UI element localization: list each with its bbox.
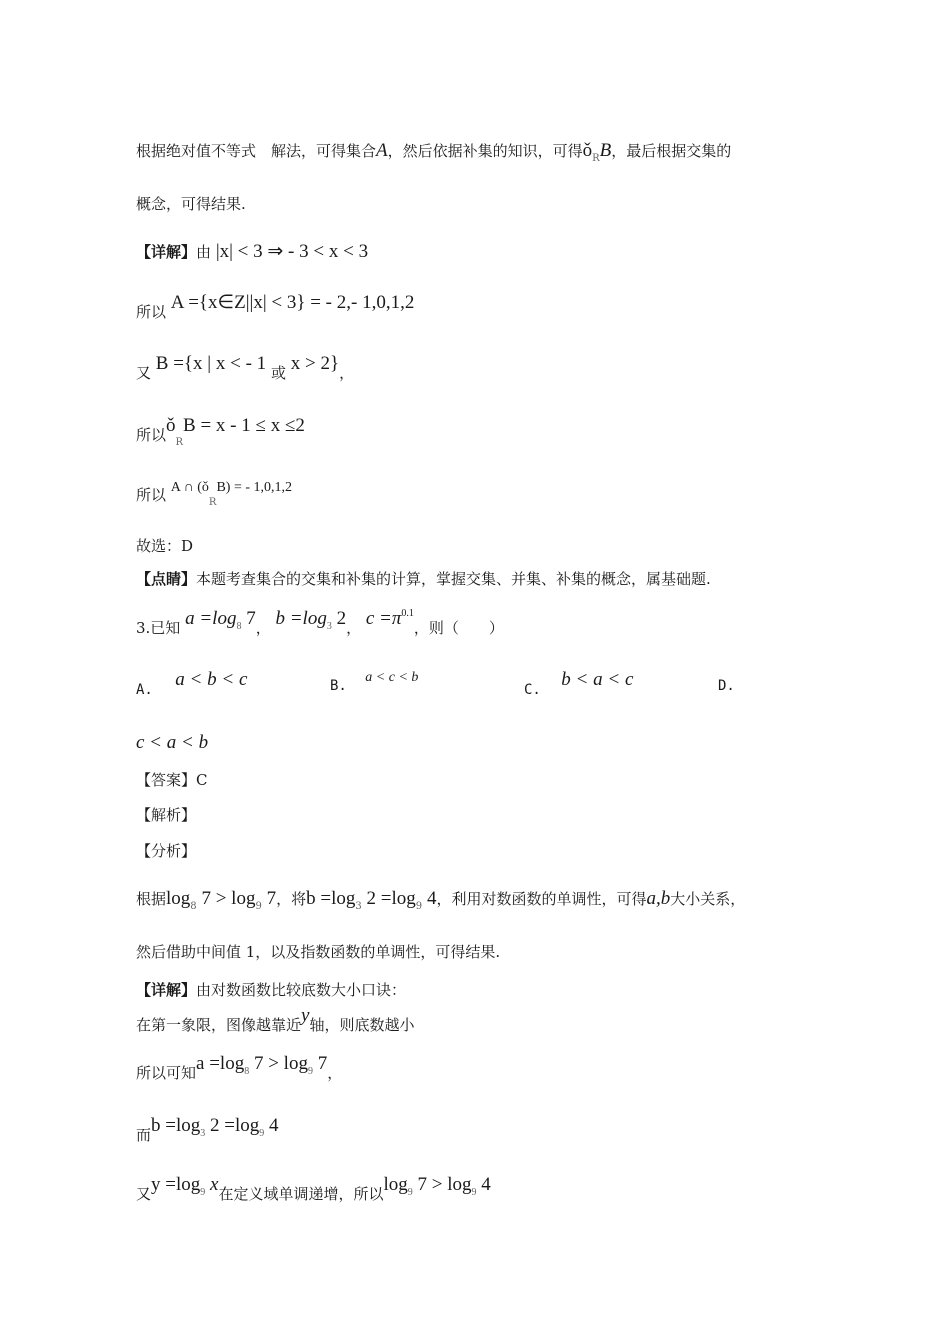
fenxi: [136, 840, 196, 861]
subscript: 9: [415, 901, 423, 912]
subscript: R: [208, 497, 217, 508]
option-math: a < c < b: [365, 670, 419, 685]
line-5: [136, 353, 355, 384]
math: a =log: [185, 608, 237, 629]
text: 轴，则底数越小: [309, 1016, 415, 1034]
text: 根据绝对值不等式 解法，可得集合: [136, 142, 377, 160]
analysis-line-1: [136, 888, 745, 910]
answer: [136, 769, 207, 790]
subscript: 9: [259, 1128, 265, 1139]
option-b: [330, 670, 419, 695]
text: 在定义域单调递增，所以: [218, 1185, 384, 1203]
detail-line-4: [136, 1115, 279, 1146]
text: 根据: [136, 890, 167, 908]
analysis-line-2: [136, 941, 500, 962]
subscript: R: [175, 437, 184, 448]
detail-line-1: [136, 979, 406, 1000]
math: 4: [269, 1115, 279, 1136]
subscript: 9: [307, 1066, 313, 1077]
math: B) = - 1,0,1,2: [216, 480, 293, 495]
math: A ∩ (ǒ: [170, 480, 209, 495]
math: b =log: [275, 608, 327, 629]
subscript: 3: [326, 621, 332, 632]
line-9: [136, 568, 711, 589]
text: 在第一象限，图像越靠近: [136, 1016, 302, 1034]
option-c: [524, 669, 634, 700]
math: 4: [481, 1174, 491, 1195]
option-math: a < b < c: [175, 669, 248, 690]
math: y =log: [151, 1174, 201, 1195]
math-A: A: [376, 140, 388, 161]
option-math: b < a < c: [561, 669, 634, 690]
option-label: C.: [524, 682, 541, 698]
option-label: D.: [718, 678, 735, 694]
text: 然后借助中间值 1，以及指数函数的单调性，可得结果.: [136, 943, 501, 961]
text: 【分析】: [136, 842, 197, 860]
math: x > 2}: [290, 353, 340, 374]
math: b =log: [151, 1115, 201, 1136]
option-a: [136, 669, 248, 700]
option-math: c < a < b: [136, 732, 209, 753]
option-label: A.: [136, 682, 153, 698]
tag-detail: 【详解】: [136, 243, 197, 261]
subscript: 3: [355, 901, 362, 912]
complement-symbol: ǒ: [582, 140, 593, 161]
line-4: [136, 292, 415, 323]
math: 7 > log: [417, 1174, 472, 1195]
math-B: B: [599, 140, 612, 161]
line-8: [136, 535, 193, 556]
text: 又: [136, 364, 152, 382]
text: 所以可知: [136, 1064, 197, 1082]
text: ，则（ ）: [413, 619, 504, 637]
subscript: 8: [244, 1066, 250, 1077]
jiexi: [136, 804, 196, 825]
text: 【答案】C: [136, 771, 208, 789]
text: ，利用对数函数的单调性，可得: [436, 890, 647, 908]
question-3: 3.已知 $a =\log_8$ 7， $b =\log_3$ 2， $c =\pi^{0.1}$，则（ ）: [136, 608, 504, 637]
math: 7 > log: [201, 888, 256, 909]
option-d: [718, 678, 735, 694]
subscript: R: [592, 153, 600, 164]
line-7: [136, 480, 293, 508]
subscript: 8: [190, 901, 197, 912]
line-3: [136, 240, 368, 263]
detail-line-2: [136, 1005, 415, 1036]
text: 由对数函数比较底数大小口诀：: [196, 981, 407, 999]
math: a =log: [196, 1053, 245, 1074]
math: B = x - 1 ≤ x ≤2: [183, 415, 305, 436]
math: y: [301, 1005, 310, 1026]
text: 故选：D: [136, 537, 194, 555]
line-2: [136, 193, 246, 214]
superscript: 0.1: [401, 608, 414, 619]
math: A ={x∈Z||x| < 3} = - 2,- 1,0,1,2: [170, 292, 415, 313]
math: b =log: [306, 888, 356, 909]
math: 7: [246, 608, 256, 629]
text: 所以: [136, 486, 167, 504]
text: 由: [196, 243, 212, 261]
math: B ={x | x < - 1: [155, 353, 267, 374]
math: 2 =log: [366, 888, 416, 909]
option-label: B.: [330, 678, 347, 694]
complement-symbol: ǒ: [166, 415, 176, 436]
math: log: [166, 888, 191, 909]
math: |x| < 3 ⇒ - 3 < x < 3: [215, 241, 369, 262]
tag-detail: 【详解】: [136, 981, 197, 999]
detail-line-5: [136, 1174, 491, 1205]
text: 概念，可得结果.: [136, 195, 246, 213]
text: ，最后根据交集的: [611, 142, 732, 160]
text: ，将: [276, 890, 307, 908]
text: 【解析】: [136, 806, 197, 824]
text: 或: [270, 364, 286, 382]
math: 2 =log: [210, 1115, 260, 1136]
text: 又: [136, 1185, 152, 1203]
subscript: 8: [236, 621, 242, 632]
math: 4: [426, 888, 437, 909]
math: 7 > log: [253, 1053, 308, 1074]
subscript: 9: [407, 1187, 413, 1198]
subscript: 9: [200, 1187, 206, 1198]
math: 7: [317, 1053, 328, 1074]
text: ，: [339, 364, 355, 382]
math: a,b: [646, 888, 671, 909]
line-1: [136, 140, 731, 162]
option-d-math: [136, 732, 208, 754]
text: 而: [136, 1126, 152, 1144]
math: 7: [266, 888, 277, 909]
text: 所以: [136, 426, 167, 444]
subscript: 9: [471, 1187, 477, 1198]
math: c =π: [365, 608, 402, 629]
text: 本题考查集合的交集和补集的计算，掌握交集、并集、补集的概念，属基础题.: [196, 570, 711, 588]
text: 3.已知: [136, 619, 181, 637]
text: 所以: [136, 303, 167, 321]
text: ，然后依据补集的知识，可得: [387, 142, 583, 160]
tag-note: 【点睛】: [136, 570, 197, 588]
math: 2: [336, 608, 347, 629]
text: 大小关系，: [670, 890, 746, 908]
detail-line-3: [136, 1053, 343, 1084]
math: x: [210, 1174, 219, 1195]
subscript: 9: [255, 901, 262, 912]
text: ，: [327, 1064, 343, 1082]
math: log: [383, 1174, 408, 1195]
line-6: [136, 415, 305, 448]
subscript: 3: [200, 1128, 206, 1139]
